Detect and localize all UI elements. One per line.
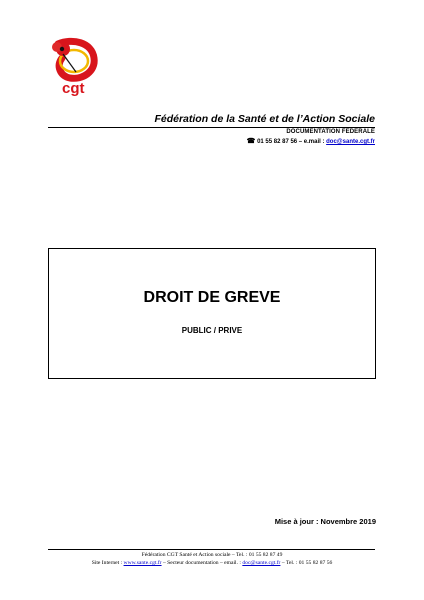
title-box — [48, 248, 376, 379]
documentation-label: DOCUMENTATION FEDERALE — [286, 129, 375, 135]
phone-text: 01 55 82 87 56 – e.mail : — [257, 139, 327, 145]
footer-line-2 — [0, 560, 424, 566]
logo-text: cgt — [62, 80, 85, 96]
document-subtitle: PUBLIC / PRIVE — [181, 326, 243, 335]
footer-divider — [48, 549, 375, 550]
telephone-icon: ☎ — [246, 138, 256, 145]
footer-site-link[interactable]: www.sante.cgt.fr — [123, 560, 162, 566]
footer-middle-text: – Secteur documentation – email. : — [161, 560, 243, 566]
footer-suffix: – Tel. : 01 55 82 87 56 — [280, 560, 333, 566]
cgt-logo-graphic — [48, 36, 104, 96]
header-divider — [48, 127, 375, 128]
contact-line — [0, 137, 375, 145]
federation-title: Fédération de la Santé et de l’Action Sociale — [154, 113, 375, 125]
update-date: Mise à jour : Novembre 2019 — [274, 517, 376, 526]
footer-line-1: Fédération CGT Santé et Action sociale – Tel. : 01 55 82 87 49 — [141, 552, 283, 558]
contact-email-link[interactable]: doc@sante.cgt.fr — [326, 139, 375, 145]
footer-site-prefix: Site Internet : — [91, 560, 124, 566]
cgt-logo — [48, 36, 104, 96]
document-title: DROIT DE GREVE — [143, 289, 281, 306]
footer-email-link[interactable]: doc@sante.cgt.fr — [242, 560, 281, 566]
